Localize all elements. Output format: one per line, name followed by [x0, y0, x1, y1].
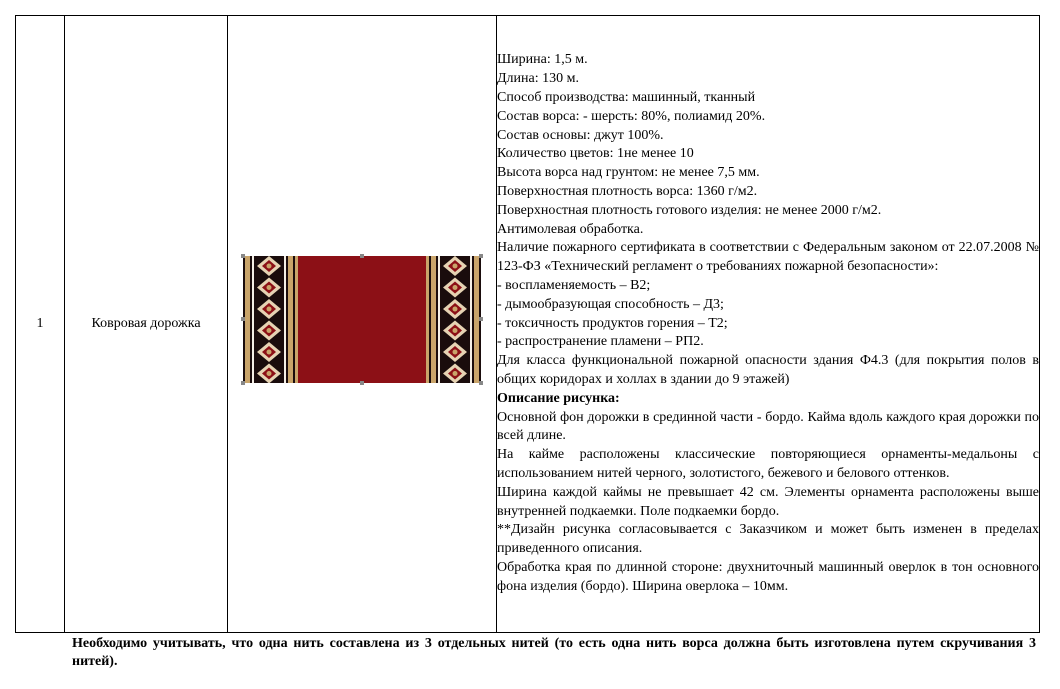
medallion-center	[453, 264, 458, 269]
medallion-center	[267, 285, 272, 290]
image-cell	[228, 16, 497, 633]
specification-table	[15, 15, 1040, 633]
description-line: На кайме расположены классические повторяющиеся орнаменты-медальоны с использованием нитей черного, золотистого, бежевого и белового оттенков.	[497, 447, 1039, 481]
resize-handle[interactable]	[241, 317, 245, 321]
description-line: Обработка края по длинной стороне: двухниточный машинный оверлок в тон основного фона изделия (бордо). Ширина оверлока – 10мм.	[497, 559, 1039, 594]
medallion-center	[267, 350, 272, 355]
row-number: 1	[16, 16, 65, 633]
resize-handle[interactable]	[241, 381, 245, 385]
border-stripe	[284, 256, 286, 383]
description-line: Высота ворса над грунтом: не менее 7,5 мм.	[497, 165, 760, 181]
description-line: **Дизайн рисунка согласовывается с Заказчиком и может быть изменен в пределах приведенного описания.	[497, 522, 1039, 557]
resize-handle[interactable]	[479, 381, 483, 385]
resize-handle[interactable]	[241, 254, 245, 258]
border-stripe	[470, 256, 472, 383]
carpet-runner-image[interactable]	[243, 256, 481, 383]
medallion-center	[453, 350, 458, 355]
resize-handle[interactable]	[479, 254, 483, 258]
resize-handle[interactable]	[479, 317, 483, 321]
resize-handle[interactable]	[360, 254, 364, 258]
item-name: Ковровая дорожка	[65, 16, 228, 633]
medallion-center	[453, 371, 458, 376]
footer-note: Необходимо учитывать, что одна нить составлена из 3 отдельных нитей (то есть одна нить ворса должна быть изготовлена путем скручивания 3 нитей).	[72, 636, 1036, 669]
medallion-center	[453, 307, 458, 312]
resize-handle[interactable]	[360, 381, 364, 385]
description-line: - распространение пламени – РП2.	[497, 334, 704, 350]
inner-edge	[295, 256, 298, 383]
border-stripe	[245, 256, 250, 383]
description-line: - воспламеняемость – В2;	[497, 278, 651, 293]
description-line: Поверхностная плотность ворса: 1360 г/м2.	[497, 184, 758, 200]
description-line: Поверхностная плотность готового изделия: не менее 2000 г/м2.	[497, 202, 882, 218]
border-stripe	[252, 256, 254, 383]
medallion-center	[267, 264, 272, 269]
description-line: Для класса функциональной пожарной опасности здания Ф4.3 (для покрытия полов в общих коридорах и холлах в здании до 9 этажей)	[497, 353, 1039, 387]
inner-edge	[426, 256, 429, 383]
description-heading: Описание рисунка:	[497, 390, 620, 406]
description-line: Состав ворса: - шерсть: 80%, полиамид 20%.	[497, 108, 766, 124]
medallion-center	[267, 328, 272, 333]
border-stripe	[288, 256, 293, 383]
description-line: Длина: 130 м.	[497, 71, 579, 87]
border-stripe	[431, 256, 436, 383]
medallion-center	[267, 307, 272, 312]
medallion-center	[267, 371, 272, 376]
description-line: Антимолевая обработка.	[497, 221, 644, 237]
description-line: Ширина каждой каймы не превышает 42 см. Элементы орнамента расположены выше внутренней подкаемки. Поле подкаемки бордо.	[497, 484, 1039, 519]
description-line: Способ производства: машинный, тканный	[497, 90, 756, 106]
description-line: Количество цветов: 1не менее 10	[497, 146, 694, 162]
description-text	[497, 51, 1039, 596]
table-row	[16, 16, 1040, 633]
medallion-center	[453, 285, 458, 290]
description-line: - дымообразующая способность – Д3;	[497, 296, 724, 312]
carpet-runner-svg	[243, 256, 481, 383]
description-cell	[497, 16, 1040, 633]
description-line: - токсичность продуктов горения – Т2;	[497, 315, 728, 331]
description-line: Наличие пожарного сертификата в соответствии с Федеральным законом от 22.07.2008 № 123-ФЗ «Технический регламент о требованиях пожарной безопасности»:	[497, 240, 1039, 275]
description-line: Основной фон дорожки в срединной части - бордо. Кайма вдоль каждого края дорожки по всей длине.	[497, 409, 1039, 444]
border-stripe	[438, 256, 440, 383]
description-line: Состав основы: джут 100%.	[497, 127, 664, 143]
medallion-center	[453, 328, 458, 333]
description-line: Ширина: 1,5 м.	[497, 52, 588, 68]
